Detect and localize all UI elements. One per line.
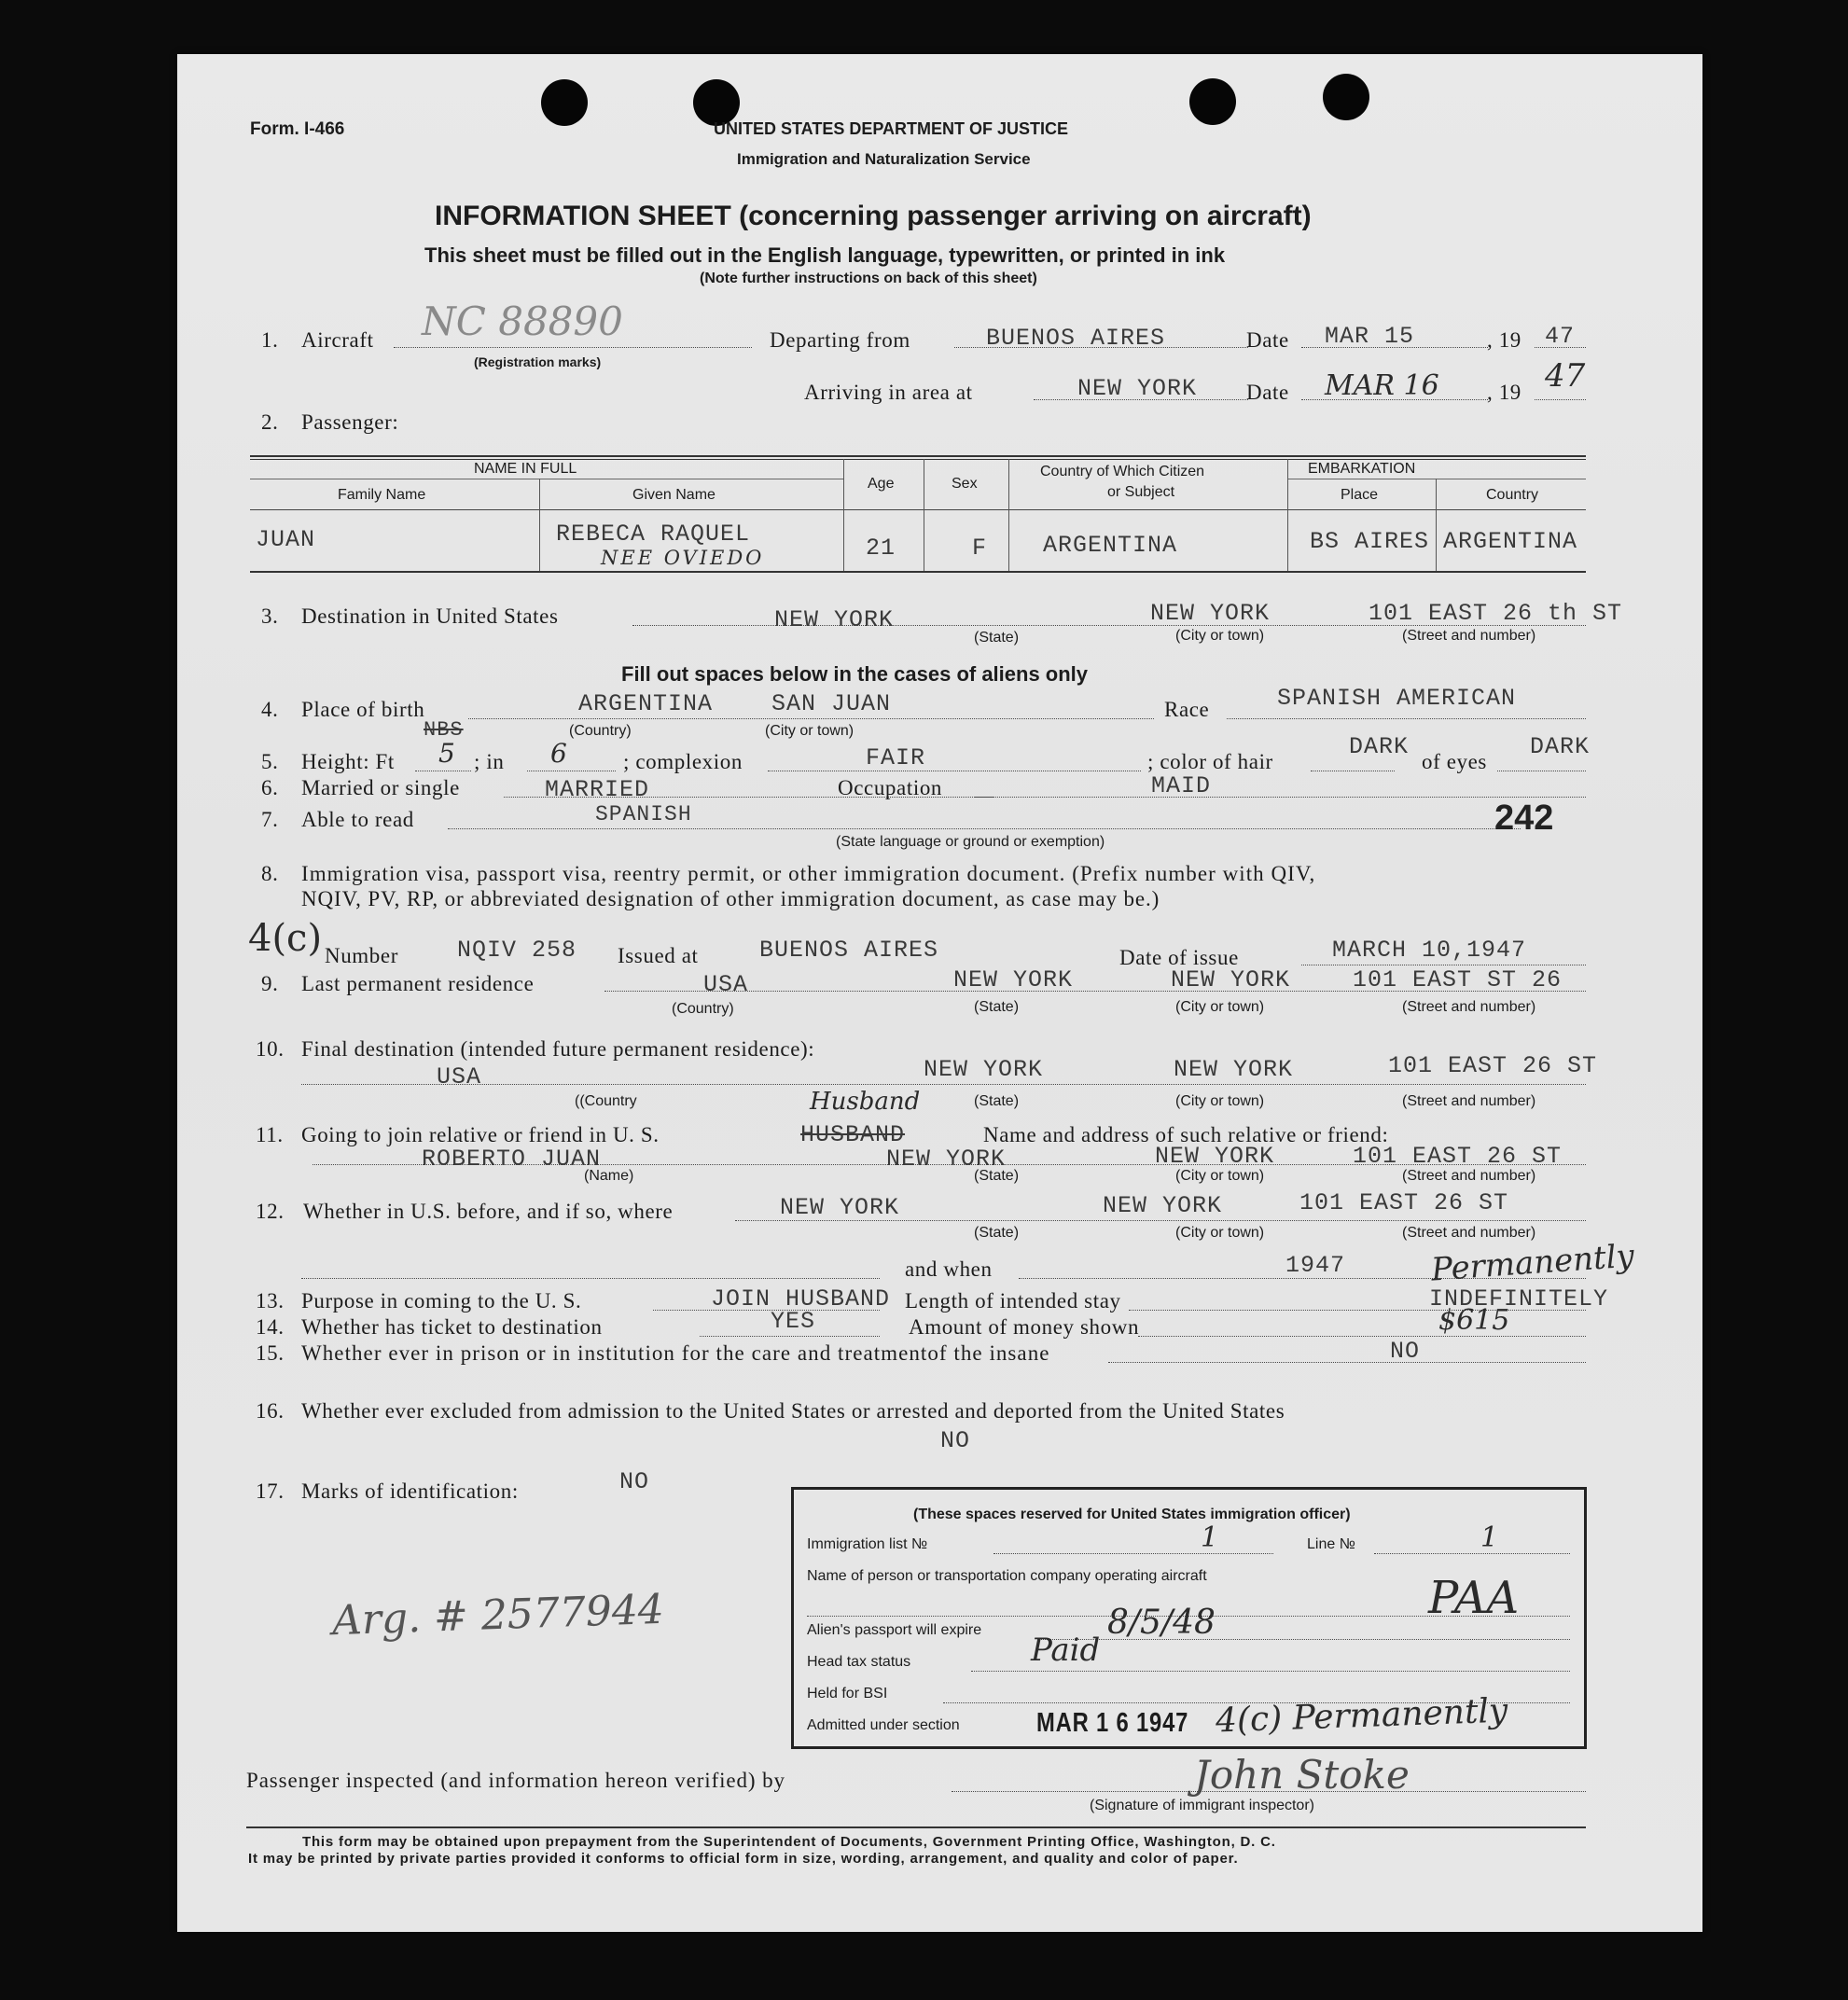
street-caption: (Street and number) (1402, 1168, 1536, 1184)
final-city: NEW YORK (1174, 1056, 1294, 1083)
item-number: 6. (261, 776, 279, 799)
item-number: 5. (261, 750, 279, 773)
read-value: SPANISH (595, 802, 692, 826)
destination-state: NEW YORK (774, 606, 895, 633)
stay-label: Length of intended stay (905, 1289, 1121, 1312)
doc-number-label: Number (325, 944, 398, 967)
held-bsi-label: Held for BSI (807, 1686, 888, 1701)
passport-expire-label: Alien's passport will expire (807, 1622, 982, 1638)
final-street: 101 EAST 26 ST (1388, 1052, 1598, 1079)
inspector-signature: John Stoke (1194, 1752, 1410, 1798)
admitted-hand: 4(c) Permanently (1215, 1691, 1508, 1741)
issued-label: Issued at (618, 944, 699, 967)
item-number: 12. (256, 1200, 285, 1223)
line-value: 1 (1480, 1521, 1499, 1554)
passenger-label: Passenger: (301, 410, 399, 434)
issue-date-label: Date of issue (1119, 946, 1239, 969)
given-name-value: REBECA RAQUEL (556, 521, 751, 548)
service-name: Immigration and Naturalization Service (737, 150, 1031, 168)
item-number: 11. (256, 1123, 284, 1146)
relative-name: ROBERTO JUAN (422, 1146, 602, 1173)
item-number: 15. (256, 1341, 285, 1365)
race-value: SPANISH AMERICAN (1277, 685, 1517, 712)
residence-country: USA (703, 971, 749, 998)
birth-city: SAN JUAN (771, 690, 892, 717)
hair-label: ; color of hair (1147, 750, 1273, 773)
country-caption: ((Country (575, 1093, 637, 1109)
aliens-heading: Fill out spaces below in the cases of aliens only (621, 662, 1089, 686)
line-label: Line № (1307, 1536, 1355, 1552)
item-number: 17. (256, 1479, 285, 1503)
state-caption: (State) (974, 1168, 1020, 1184)
item-number: 3. (261, 604, 279, 628)
excluded-value: NO (940, 1427, 971, 1454)
embark-country-value: ARGENTINA (1443, 528, 1578, 555)
struck-text: NBS (424, 718, 464, 742)
read-label: Able to read (301, 808, 414, 831)
prior-city: NEW YORK (1103, 1192, 1223, 1219)
relative-street: 101 EAST 26 ST (1353, 1143, 1563, 1170)
signature-caption: (Signature of immigrant inspector) (1090, 1798, 1314, 1813)
stamp-number: 242 (1494, 799, 1554, 838)
department-name: UNITED STATES DEPARTMENT OF JUSTICE (714, 119, 1069, 138)
citizen-header-2: or Subject (1107, 484, 1175, 500)
marital-label: Married or single (301, 776, 460, 799)
footer-line-1: This form may be obtained upon prepayment from the Superintendent of Documents, Government Printing Office, Washington, D. C. (302, 1834, 1276, 1850)
prior-street: 101 EAST 26 ST (1299, 1189, 1509, 1216)
punch-hole (541, 79, 588, 126)
arrival-date: MAR 16 (1325, 369, 1439, 402)
prison-value: NO (1390, 1338, 1421, 1365)
occupation-value: MAID (1151, 772, 1212, 799)
aircraft-label: Aircraft (301, 328, 374, 352)
prior-state: NEW YORK (780, 1194, 900, 1221)
age-header: Age (868, 476, 895, 492)
country-header: Country (1486, 487, 1539, 503)
complexion-label: ; complexion (623, 750, 743, 773)
height-in-label: ; in (474, 750, 505, 773)
final-destination-label: Final destination (intended future permanent residence): (301, 1037, 815, 1061)
purpose-label: Purpose in coming to the U. S. (301, 1289, 582, 1312)
document-text-2: NQIV, PV, RP, or abbreviated designation of other immigration document, as case may be.) (301, 887, 1160, 910)
company-value: PAA (1428, 1572, 1520, 1624)
item-number: 1. (261, 328, 279, 352)
registration-caption: (Registration marks) (474, 354, 602, 369)
state-caption: (State) (974, 1093, 1020, 1109)
item-number: 8. (261, 862, 279, 885)
doc-number-value: NQIV 258 (457, 937, 577, 964)
relation-hand: Husband (810, 1088, 921, 1116)
form-number: Form. I-466 (250, 119, 345, 139)
country-caption: (Country) (569, 723, 632, 739)
excluded-label: Whether ever excluded from admission to the United States or arrested and deported from the United States (301, 1399, 1285, 1423)
inspection-label: Passenger inspected (and information hereon verified) by (246, 1769, 785, 1792)
when-label: and when (905, 1257, 993, 1281)
section-hand-note: 4(c) (248, 917, 323, 960)
officer-box-title: (These spaces reserved for United States immigration officer) (913, 1507, 1351, 1522)
join-relative-label: Going to join relative or friend in U. S. (301, 1123, 660, 1146)
stay-value: INDEFINITELY (1429, 1285, 1609, 1312)
argentine-id-hand: Arg. # 2577944 (331, 1585, 665, 1646)
prior-visit-label: Whether in U.S. before, and if so, where (303, 1200, 674, 1223)
departure-year: 47 (1545, 323, 1576, 350)
state-caption: (State) (974, 999, 1020, 1015)
stay-hand: Permanently (1429, 1237, 1636, 1289)
street-caption: (Street and number) (1402, 628, 1536, 644)
item-number: 14. (256, 1315, 285, 1339)
marital-value: MARRIED (545, 776, 650, 803)
ticket-value: YES (771, 1308, 816, 1335)
embarkation-header: EMBARKATION (1308, 461, 1416, 477)
item-number: 7. (261, 808, 279, 831)
item-number: 16. (256, 1399, 285, 1423)
list-value: 1 (1201, 1521, 1219, 1554)
ticket-label: Whether has ticket to destination (301, 1315, 603, 1339)
identification-label: Marks of identification: (301, 1479, 519, 1503)
complexion-value: FAIR (866, 744, 926, 771)
list-label: Immigration list № (807, 1536, 928, 1552)
family-name-header: Family Name (338, 487, 426, 503)
birth-country: ARGENTINA (578, 690, 714, 717)
final-state: NEW YORK (924, 1056, 1044, 1083)
destination-city: NEW YORK (1150, 600, 1271, 627)
head-tax-label: Head tax status (807, 1654, 911, 1670)
issue-date-value: MARCH 10,1947 (1332, 937, 1527, 964)
sex-value: F (972, 535, 988, 562)
issued-value: BUENOS AIRES (759, 937, 939, 964)
item-number: 2. (261, 410, 279, 434)
country-caption: (Country) (672, 1001, 734, 1017)
hair-value: DARK (1349, 733, 1410, 760)
date-label: Date (1246, 328, 1289, 352)
destination-label: Destination in United States (301, 604, 559, 628)
occupation-label: Occupation (838, 776, 943, 799)
birth-label: Place of birth (301, 698, 425, 721)
eyes-label: of eyes (1422, 750, 1487, 773)
arrival-year: 47 (1545, 357, 1586, 395)
state-caption: (State) (974, 1225, 1020, 1241)
relation-value: HUSBAND (800, 1121, 906, 1148)
read-caption: (State language or ground or exemption) (836, 834, 1105, 850)
age-value: 21 (866, 535, 896, 562)
family-name-value: JUAN (256, 526, 316, 553)
head-tax-value: Paid (1031, 1632, 1101, 1669)
height-ft-value: 5 (438, 738, 455, 769)
race-label: Race (1164, 698, 1210, 721)
sex-header: Sex (952, 476, 978, 492)
citizen-header-1: Country of Which Citizen (1040, 464, 1205, 479)
name-caption: (Name) (584, 1168, 634, 1184)
height-in-value: 6 (550, 738, 567, 769)
identification-value: NO (619, 1468, 650, 1495)
item-number: 13. (256, 1289, 285, 1312)
city-caption: (City or town) (765, 723, 855, 739)
purpose-value: JOIN HUSBAND (711, 1285, 891, 1312)
city-caption: (City or town) (1175, 1225, 1265, 1241)
destination-street: 101 EAST 26 th ST (1369, 600, 1623, 627)
height-ft-label: Height: Ft (301, 750, 395, 773)
year-prefix: , 19 (1487, 381, 1521, 404)
arriving-value: NEW YORK (1077, 375, 1198, 402)
residence-label: Last permanent residence (301, 972, 535, 995)
street-caption: (Street and number) (1402, 1225, 1536, 1241)
given-name-note: NEE OVIEDO (601, 547, 765, 569)
footer-line-2: It may be printed by private parties provided it conforms to official form in size, wording, arrangement, and quality and color of paper. (248, 1851, 1239, 1867)
city-caption: (City or town) (1175, 1093, 1265, 1109)
city-caption: (City or town) (1175, 628, 1265, 644)
state-caption: (State) (974, 630, 1020, 646)
admitted-stamp: MAR 1 6 1947 (1036, 1708, 1189, 1738)
when-value: 1947 (1285, 1252, 1346, 1279)
place-header: Place (1341, 487, 1379, 503)
money-label: Amount of money shown (909, 1315, 1140, 1339)
aircraft-value: NC 88890 (422, 299, 623, 344)
given-name-header: Given Name (632, 487, 716, 503)
city-caption: (City or town) (1175, 999, 1265, 1015)
company-label: Name of person or transportation company operating aircraft (807, 1568, 1207, 1584)
city-caption: (City or town) (1175, 1168, 1265, 1184)
final-country: USA (437, 1063, 482, 1090)
residence-street: 101 EAST ST 26 (1353, 966, 1563, 993)
relative-address-label: Name and address of such relative or friend: (983, 1123, 1389, 1146)
item-number: 10. (256, 1037, 285, 1061)
residence-city: NEW YORK (1171, 966, 1291, 993)
page-title: INFORMATION SHEET (concerning passenger arriving on aircraft) (435, 201, 1312, 231)
citizen-value: ARGENTINA (1043, 532, 1178, 559)
departing-label: Departing from (770, 328, 910, 352)
eyes-value: DARK (1530, 733, 1591, 760)
embark-place-value: BS AIRES (1310, 528, 1430, 555)
admitted-label: Admitted under section (807, 1717, 960, 1733)
punch-hole (1323, 74, 1369, 120)
form-sheet (177, 54, 1702, 1932)
document-text-1: Immigration visa, passport visa, reentry permit, or other immigration document. (Prefix number with QIV, (301, 862, 1316, 885)
officer-box (791, 1487, 1587, 1749)
name-in-full-header: NAME IN FULL (474, 461, 577, 477)
year-prefix: , 19 (1487, 328, 1521, 352)
arriving-label: Arriving in area at (804, 381, 973, 404)
departure-date: MAR 15 (1325, 323, 1415, 350)
date-label: Date (1246, 381, 1289, 404)
passport-expire-value: 8/5/48 (1107, 1604, 1216, 1642)
instruction-note: (Note further instructions on back of this sheet) (700, 271, 1037, 286)
item-number: 4. (261, 698, 279, 721)
prison-label: Whether ever in prison or in institution for the care and treatmentof the insane (301, 1341, 1050, 1365)
punch-hole (1189, 78, 1236, 125)
street-caption: (Street and number) (1402, 1093, 1536, 1109)
street-caption: (Street and number) (1402, 999, 1536, 1015)
departing-value: BUENOS AIRES (986, 325, 1166, 352)
instruction: This sheet must be filled out in the English language, typewritten, or printed in ink (424, 243, 1226, 267)
money-value: $615 (1438, 1304, 1510, 1337)
residence-state: NEW YORK (953, 966, 1074, 993)
relative-city: NEW YORK (1155, 1143, 1275, 1170)
item-number: 9. (261, 972, 279, 995)
relative-state: NEW YORK (886, 1146, 1007, 1173)
